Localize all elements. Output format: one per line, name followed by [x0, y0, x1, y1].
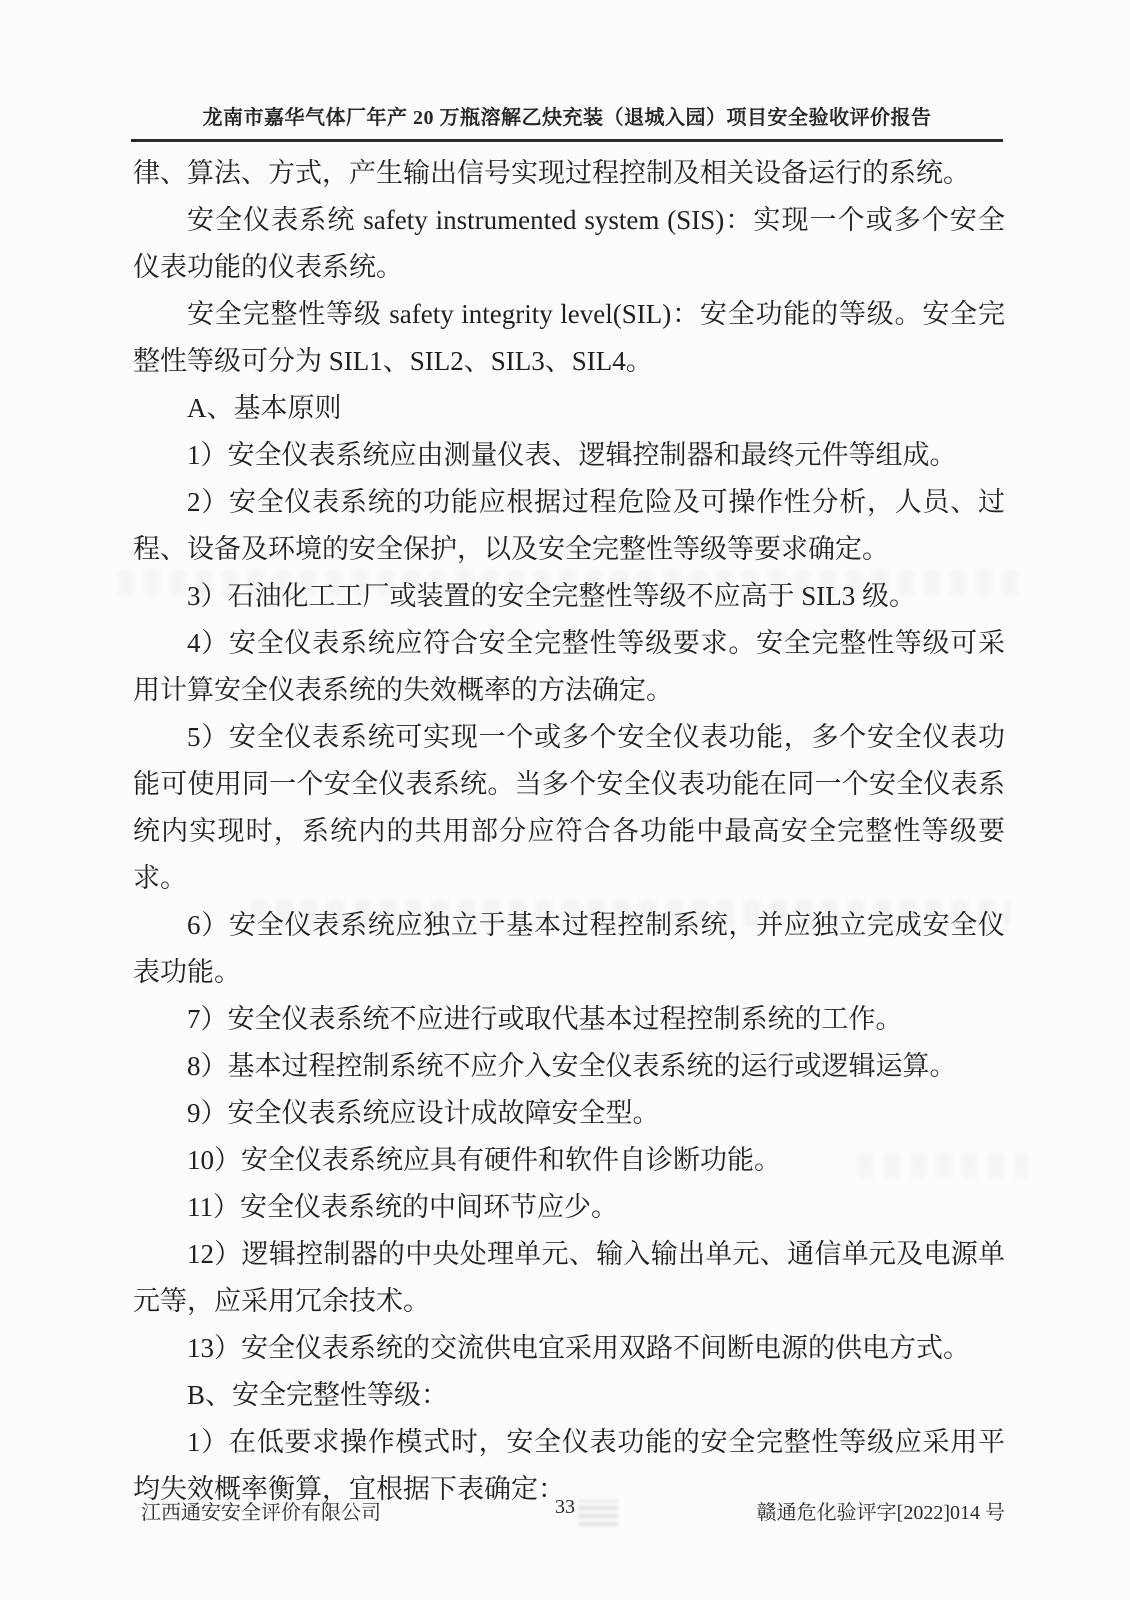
paragraph: 3）石油化工工厂或装置的安全完整性等级不应高于 SIL3 级。 — [187, 581, 916, 611]
footer-doc-number: 赣通危化验评字[2022]014 号 — [756, 1502, 1005, 1524]
paragraph: 5）安全仪表系统可实现一个或多个安全仪表功能，多个安全仪表功能可使用同一个安全仪表系统。当多个安全仪表功能在同一个安全仪表系统内实现时，系统内的共用部分应符合各功能中最高安全完整性等级要求。 — [133, 722, 1005, 893]
paragraph: 2）安全仪表系统的功能应根据过程危险及可操作性分析，人员、过程、设备及环境的安全保护，以及安全完整性等级等要求确定。 — [133, 487, 1005, 564]
paragraph: 1）在低要求操作模式时，安全仪表功能的安全完整性等级应采用平均失效概率衡算，宜根据下表确定： — [133, 1427, 1005, 1504]
paragraph: 9）安全仪表系统应设计成故障安全型。 — [187, 1098, 660, 1128]
paragraph: 13）安全仪表系统的交流供电宜采用双路不间断电源的供电方式。 — [187, 1333, 970, 1363]
paragraph: 8）基本过程控制系统不应介入安全仪表系统的运行或逻辑运算。 — [187, 1051, 957, 1081]
document-body — [133, 150, 1005, 1513]
paragraph: 安全仪表系统 safety instrumented system (SIS)：实现一个或多个安全仪表功能的仪表系统。 — [133, 205, 1005, 282]
paragraph: A、基本原则 — [187, 393, 342, 423]
paragraph: 12）逻辑控制器的中央处理单元、输入输出单元、通信单元及电源单元等，应采用冗余技术。 — [133, 1239, 1005, 1316]
paragraph: 安全完整性等级 safety integrity level(SIL)：安全功能的等级。安全完整性等级可分为 SIL1、SIL2、SIL3、SIL4。 — [133, 299, 1005, 376]
paragraph: 10）安全仪表系统应具有硬件和软件自诊断功能。 — [187, 1145, 781, 1175]
paragraph: 7）安全仪表系统不应进行或取代基本过程控制系统的工作。 — [187, 1004, 903, 1034]
page-footer — [133, 1496, 1005, 1528]
paragraph: 4）安全仪表系统应符合安全完整性等级要求。安全完整性等级可采用计算安全仪表系统的失效概率的方法确定。 — [133, 628, 1005, 705]
footer-page-number: 33 — [555, 1496, 575, 1518]
paragraph: 6）安全仪表系统应独立于基本过程控制系统，并应独立完成安全仪表功能。 — [133, 910, 1005, 987]
header-title: 龙南市嘉华气体厂年产 20 万瓶溶解乙炔充装（退城入园）项目安全验收评价报告 — [202, 107, 932, 129]
footer-company: 江西通安安全评价有限公司 — [141, 1502, 381, 1524]
paragraph: 1）安全仪表系统应由测量仪表、逻辑控制器和最终元件等组成。 — [187, 440, 957, 470]
page-header — [131, 104, 1003, 142]
paragraph: 11）安全仪表系统的中间环节应少。 — [187, 1192, 618, 1222]
paragraph: B、安全完整性等级： — [187, 1380, 449, 1410]
paragraph: 律、算法、方式，产生输出信号实现过程控制及相关设备运行的系统。 — [133, 158, 970, 188]
